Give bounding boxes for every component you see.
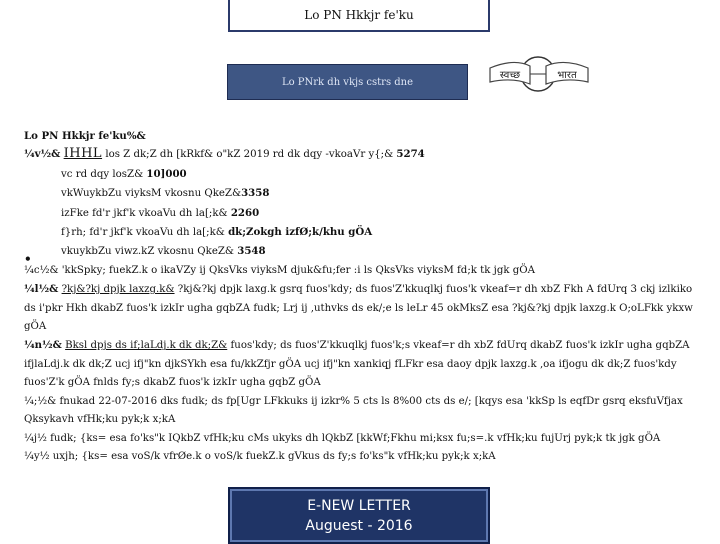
item-c xyxy=(24,280,702,336)
second-installment-value: dk;Zokgh izfØ;k/khu gÖA xyxy=(228,226,373,239)
upload-line-value: 3358 xyxy=(241,187,270,200)
survey-line-text: vc rd dqy losZ& xyxy=(61,168,147,180)
logo-right-text: भारत xyxy=(557,70,577,81)
item-a xyxy=(24,145,702,164)
item-c-title: ?kj&?kj dpjk laxzg.k& xyxy=(61,284,175,296)
bullet-dot: • xyxy=(24,252,32,266)
logo-left-text: स्वच्छ xyxy=(499,70,521,81)
banner-text: Lo PNrk dh vkjs cstrs dne xyxy=(281,76,414,88)
item-a-value: 5274 xyxy=(396,148,425,161)
item-a-mark: IHHL xyxy=(63,146,103,162)
item-f: ¼j½ fudk; {ks= esa fo'ks"k IQkbZ vfHk;ku cMs ukyks dh lQkbZ [kkWf;Fkhu mi;ksx fu;s=.k vfHk;ku fujUrj pyk;k tk jgk gÖA xyxy=(24,432,661,444)
incomplete-forms-line xyxy=(24,242,702,261)
first-installment-line xyxy=(24,204,702,223)
item-d-text: fuos'kdy; ds fuos'Z'kkuqlkj fuos'k;s vkeaf=r dh xbZ fdUrq dkabZ fuos'k izkIr ugha gqbZA ifjlaLdj.k dk dk;Z ucj ifj"kn djkSYkh esa fu/kkZfjr gÖA ucj ifj"kn xankiqj fLFkr esa daoy dpjk laxzg.k ,oa ifjogu dk dk;Z fuos'kdy fuos'Z'k gÖA fnlds fy;s dkabZ fuos'k izkIr ugha gqbZ gÖA xyxy=(24,340,690,389)
item-a-text: los Z dk;Z dh [kRkf& o"kZ 2019 rd dk dqy ‐vkoaVr y{;& xyxy=(102,149,397,161)
second-installment-text: f}rh; fd'r jkf'k vkoaVu dh la[;k& xyxy=(61,227,229,239)
item-g: ¼y½ uxjh; {ks= esa voS/k vfrØe.k o voS/k fuekZ.k gVkus ds fy;s fo'ks"k vfHk;ku pyk;k x;kA xyxy=(24,450,496,462)
item-b: ¼c½& 'kkSpky; fuekZ.k o ikaVZy ij QksVks viyksM djuk&fu;fer :i ls QksVks viyksM fd;k tk jgk gÖA xyxy=(24,264,536,276)
swachh-bharat-logo xyxy=(470,44,604,110)
survey-line xyxy=(24,165,702,184)
section-heading: Lo PN Hkkjr fe'ku%& xyxy=(24,130,146,142)
item-d xyxy=(24,336,702,392)
item-d-title: Bksl dpjs ds if;laLdj.k dk dk;Z& xyxy=(65,340,228,352)
second-installment-line xyxy=(24,223,702,242)
first-installment-text: izFke fd'r jkf'k vkoaVu dh la[;k& xyxy=(61,207,231,219)
banner xyxy=(227,64,468,100)
item-a-label: ¼v½& xyxy=(24,148,61,161)
survey-line-value: 10]000 xyxy=(146,167,187,180)
footer-line-2: Auguest - 2016 xyxy=(305,517,413,534)
first-installment-value: 2260 xyxy=(230,206,260,219)
page-title xyxy=(228,0,490,32)
item-e: ¼;½& fnukad 22‐07‐2016 dks fudk; ds fp[Ugr LFkkuks ij izkr% 5 cts ls 8%00 cts ds e/; [kqys esa 'kkSp ls eqfDr gsrq eksfuVfjax Qksykavh vfHk;ku pyk;k x;kA xyxy=(24,395,683,426)
item-c-text: ?kj&?kj dpjk laxg.k gsrq fuos'kdy; ds fuos'Z'kkuqlkj fuos'k vkeaf=r dh xbZ Fkh A fdUrq 3 ckj izlkiko ds i'pkr Hkh dkabZ fuos'k izkIr ugha gqbZA fudk; Lrj ij ,uthvks ds ek/;e ls leLr 45 okMksZ esa ?kj&?kj dpjk laxzg.k O;oLFkk ykxw gÖA xyxy=(24,284,693,333)
footer-line-1: E-NEW LETTER xyxy=(307,497,411,514)
upload-line xyxy=(24,184,702,203)
newsletter-footer xyxy=(228,487,490,544)
upload-line-text: vkWuykbZu viyksM vkosnu QkeZ& xyxy=(61,188,242,200)
item-d-label: ¼n½& xyxy=(24,339,62,352)
item-c-label: ¼l½& xyxy=(24,283,59,296)
incomplete-forms-text: vkuykbZu viwz.kZ vkosnu QkeZ& xyxy=(61,246,238,258)
newsletter-body xyxy=(24,127,702,466)
page-title-text: Lo PN Hkkjr fe'ku xyxy=(304,8,414,22)
incomplete-forms-value: 3548 xyxy=(237,245,266,258)
